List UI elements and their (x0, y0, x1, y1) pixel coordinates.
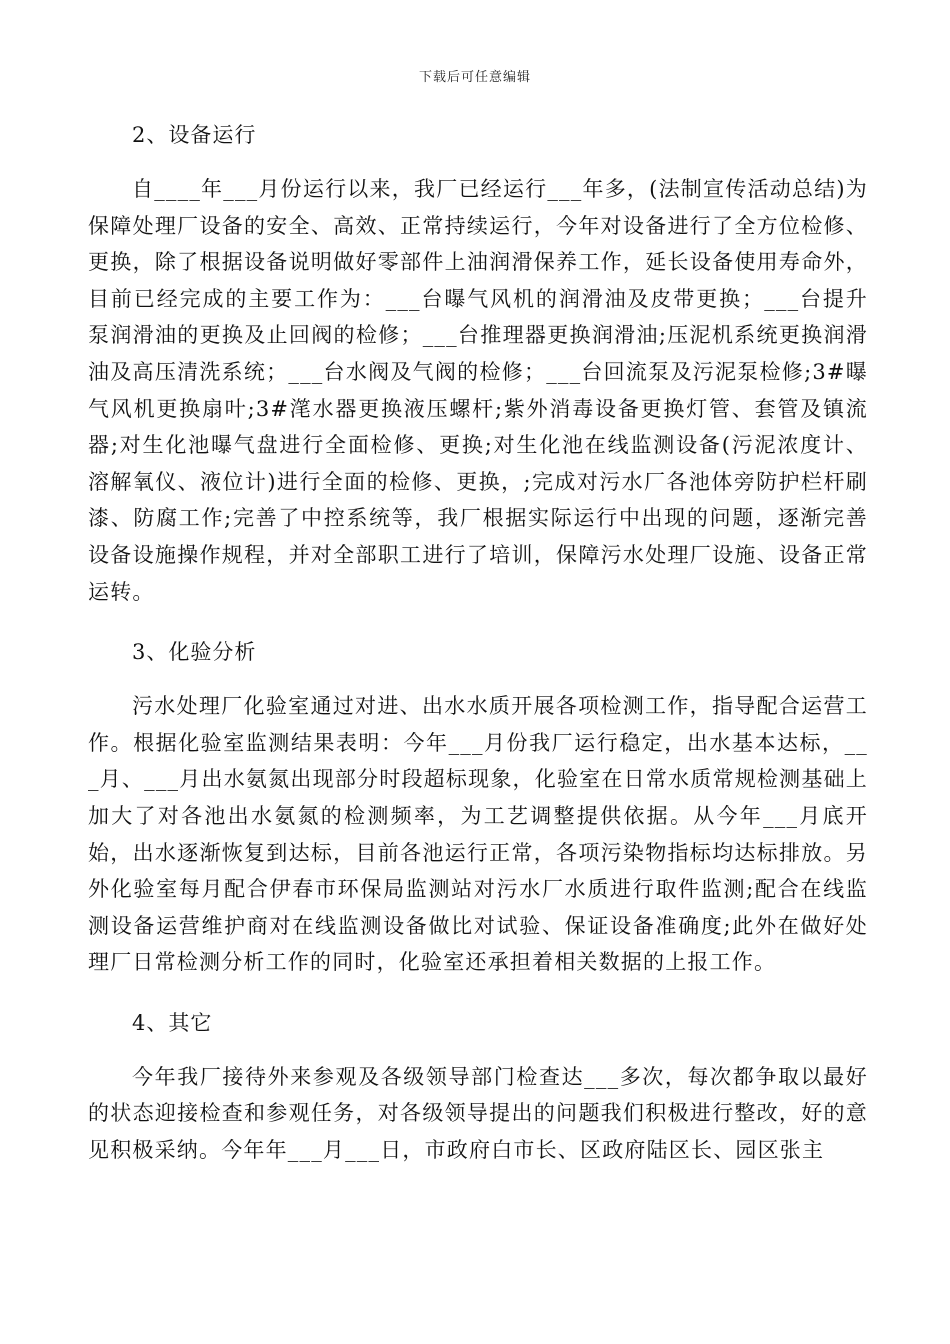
document-body (88, 117, 868, 1169)
section-paragraph-other: 今年我厂接待外来参观及各级领导部门检查达___多次，每次都争取以最好的状态迎接检查和参观任务，对各级领导提出的问题我们积极进行整改，好的意见积极采纳。今年年___月___日，市政府白市长、区政府陆区长、园区张主 (88, 1064, 868, 1163)
page-header-note: 下载后可任意编辑 (418, 70, 531, 85)
section-heading-lab-analysis: 3、化验分析 (132, 640, 257, 665)
section-heading-other: 4、其它 (132, 1010, 213, 1035)
section-paragraph-equipment: 自____年___月份运行以来，我厂已经运行___年多，(法制宣传活动总结)为保障处理厂设备的安全、高效、正常持续运行，今年对设备进行了全方位检修、更换，除了根据设备说明做好零部件上油润滑保养工作，延长设备使用寿命外，目前已经完成的主要工作为：___台曝气风机的润滑油及皮带更换；___台提升泵润滑油的更换及止回阀的检修；___台推理器更换润滑油;压泥机系统更换润滑油及高压清洗系统；___台水阀及气阀的检修；___台回流泵及污泥泵检修;3#曝气风机更换扇叶;3#滗水器更换液压螺杆;紫外消毒设备更换灯管、套管及镇流器;对生化池曝气盘进行全面检修、更换;对生化池在线监测设备(污泥浓度计、溶解氧仪、液位计)进行全面的检修、更换，;完成对污水厂各池体旁防护栏杆刷漆、防腐工作;完善了中控系统等，我厂根据实际运行中出现的问题，逐渐完善设备设施操作规程，并对全部职工进行了培训，保障污水处理厂设施、设备正常运转。 (88, 177, 868, 604)
section-heading-equipment: 2、设备运行 (132, 123, 257, 147)
section-paragraph-lab-analysis: 污水处理厂化验室通过对进、出水水质开展各项检测工作，指导配合运营工作。根据化验室监测结果表明：今年___月份我厂运行稳定，出水基本达标，___月、___月出水氨氮出现部分时段超标现象，化验室在日常水质常规检测基础上加大了对各池出水氨氮的检测频率，为工艺调整提供依据。从今年___月底开始，出水逐渐恢复到达标，目前各池运行正常，各项污染物指标均达标排放。另外化验室每月配合伊春市环保局监测站对污水厂水质进行取件监测;配合在线监测设备运营维护商对在线监测设备做比对试验、保证设备准确度;此外在做好处理厂日常检测分析工作的同时，化验室还承担着相关数据的上报工作。 (88, 694, 868, 975)
